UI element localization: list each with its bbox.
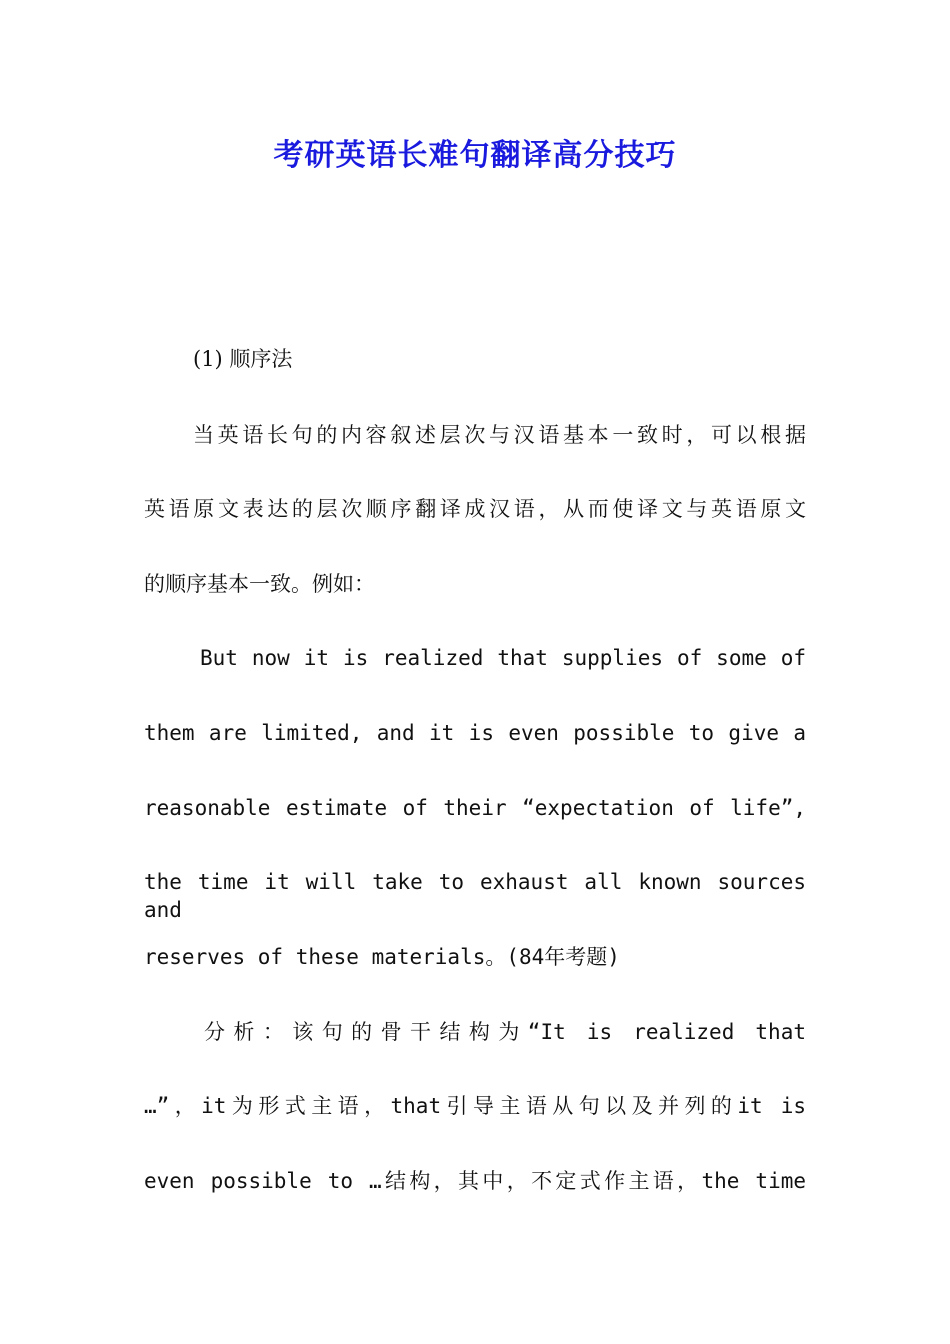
example-line: But now it is realized that supplies of some of (200, 646, 806, 670)
document-title: 考研英语长难句翻译高分技巧 (273, 138, 677, 173)
section-heading: (1) 顺序法 (193, 347, 293, 371)
analysis-line: even possible to …结构，其中，不定式作主语，the time (144, 1169, 806, 1193)
example-line: them are limited, and it is even possible to give a (144, 721, 806, 745)
paragraph-line: 当英语长句的内容叙述层次与汉语基本一致时，可以根据 (193, 423, 806, 447)
example-line: reasonable estimate of their “expectation of life”, (144, 796, 806, 820)
analysis-line: …”，it为形式主语，that引导主语从句以及并列的it is (144, 1094, 806, 1118)
example-line: reserves of these materials。(84年考题) (144, 945, 620, 969)
paragraph-line: 的顺序基本一致。例如： (144, 572, 375, 596)
paragraph-line: 英语原文表达的层次顺序翻译成汉语，从而使译文与英语原文 (144, 497, 806, 521)
example-line: the time it will take to exhaust all known sources and (144, 870, 806, 922)
analysis-line: 分析：该句的骨干结构为“It is realized that (204, 1020, 806, 1044)
